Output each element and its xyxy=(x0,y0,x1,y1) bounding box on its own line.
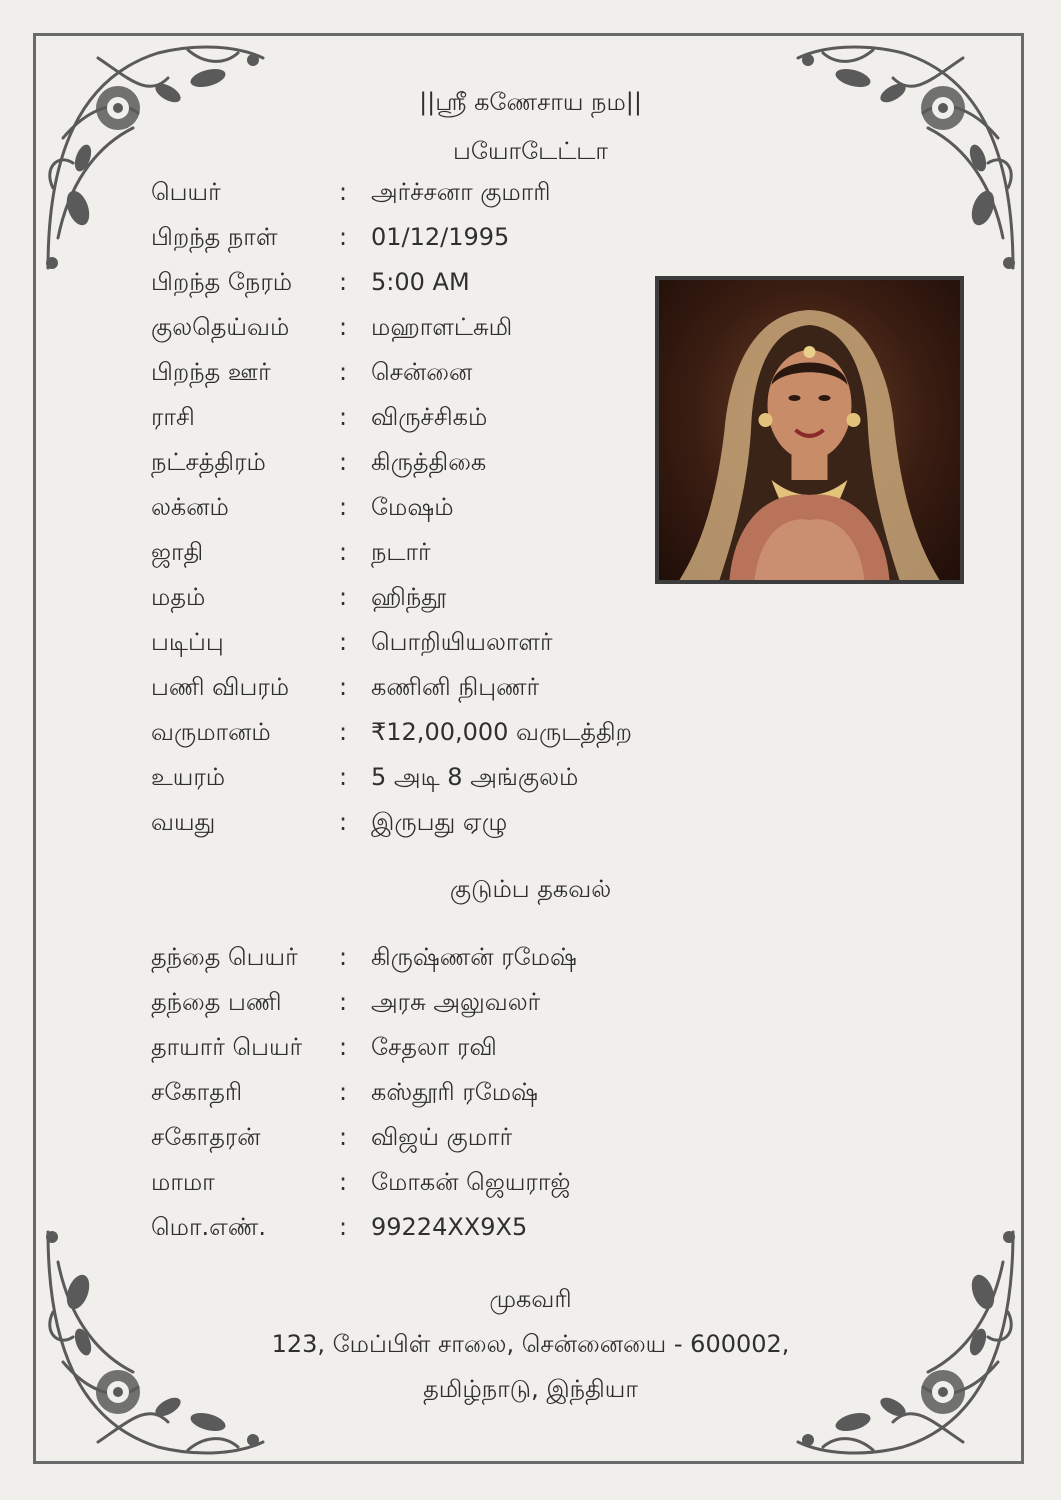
family-row xyxy=(151,1025,691,1070)
family-value: விஜய் குமார் xyxy=(371,1123,513,1151)
family-value: 99224XX9X5 xyxy=(371,1213,528,1241)
family-label: சகோதரன் xyxy=(151,1123,261,1151)
detail-label: லக்னம் xyxy=(151,493,229,521)
detail-row xyxy=(151,710,691,755)
family-label: மொ.எண். xyxy=(151,1213,267,1241)
detail-value: நடார் xyxy=(371,538,431,566)
detail-colon: : xyxy=(339,673,348,701)
detail-value: சென்னை xyxy=(371,358,473,386)
address-heading: முகவரி xyxy=(489,1285,572,1313)
detail-row xyxy=(151,350,691,395)
detail-value: 5:00 AM xyxy=(371,268,470,296)
detail-label: படிப்பு xyxy=(151,628,224,656)
detail-label: பணி விபரம் xyxy=(151,673,290,701)
detail-row xyxy=(151,800,691,845)
detail-label: வயது xyxy=(151,808,216,836)
invocation-heading: ||ஸ்ரீ கணேசாய நம|| xyxy=(419,88,642,116)
family-label: தந்தை பெயர் xyxy=(151,943,298,971)
detail-label: பிறந்த ஊர் xyxy=(151,358,271,386)
detail-value: ஹிந்தூ xyxy=(371,583,447,611)
detail-label: பெயர் xyxy=(151,178,221,206)
family-details xyxy=(151,935,691,1250)
document-title: பயோடேட்டா xyxy=(453,137,608,165)
family-label: சகோதரி xyxy=(151,1078,243,1106)
detail-value: இருபது ஏழு xyxy=(371,808,508,836)
family-value: அரசு அலுவலர் xyxy=(371,988,541,1016)
detail-label: பிறந்த நாள் xyxy=(151,223,278,251)
detail-label: நட்சத்திரம் xyxy=(151,448,266,476)
family-value: மோகன் ஜெயராஜ் xyxy=(371,1168,571,1196)
family-colon: : xyxy=(339,943,348,971)
family-value: கஸ்தூரி ரமேஷ் xyxy=(371,1078,538,1106)
family-row xyxy=(151,980,691,1025)
detail-row xyxy=(151,260,691,305)
detail-row xyxy=(151,665,691,710)
family-row xyxy=(151,1160,691,1205)
family-colon: : xyxy=(339,988,348,1016)
detail-row xyxy=(151,440,691,485)
family-colon: : xyxy=(339,1168,348,1196)
detail-row xyxy=(151,485,691,530)
family-row xyxy=(151,1070,691,1115)
detail-colon: : xyxy=(339,268,348,296)
detail-value: மஹாளட்சுமி xyxy=(371,313,513,341)
detail-colon: : xyxy=(339,808,348,836)
detail-row xyxy=(151,530,691,575)
personal-details xyxy=(151,170,691,845)
detail-value: பொறியியலாளர் xyxy=(371,628,553,656)
detail-row xyxy=(151,395,691,440)
detail-colon: : xyxy=(339,538,348,566)
detail-label: உயரம் xyxy=(151,763,226,791)
detail-value: மேஷம் xyxy=(371,493,454,521)
detail-value: ₹12,00,000 வருடத்திற xyxy=(371,718,632,746)
detail-colon: : xyxy=(339,223,348,251)
detail-row xyxy=(151,575,691,620)
family-section-heading: குடும்ப தகவல் xyxy=(449,875,612,903)
detail-colon: : xyxy=(339,763,348,791)
family-label: தாயார் பெயர் xyxy=(151,1033,303,1061)
family-value: சேதலா ரவி xyxy=(371,1033,497,1061)
family-colon: : xyxy=(339,1123,348,1151)
detail-value: கிருத்திகை xyxy=(371,448,487,476)
detail-row xyxy=(151,620,691,665)
detail-colon: : xyxy=(339,493,348,521)
profile-photo xyxy=(655,276,964,584)
address-line-2: தமிழ்நாடு, இந்தியா xyxy=(423,1375,638,1403)
detail-row xyxy=(151,170,691,215)
detail-row xyxy=(151,215,691,260)
family-row xyxy=(151,935,691,980)
detail-label: வருமானம் xyxy=(151,718,271,746)
detail-colon: : xyxy=(339,628,348,656)
detail-row xyxy=(151,755,691,800)
family-colon: : xyxy=(339,1033,348,1061)
detail-label: மதம் xyxy=(151,583,206,611)
family-row xyxy=(151,1205,691,1250)
family-row xyxy=(151,1115,691,1160)
detail-colon: : xyxy=(339,178,348,206)
family-colon: : xyxy=(339,1078,348,1106)
family-label: தந்தை பணி xyxy=(151,988,282,1016)
detail-label: குலதெய்வம் xyxy=(151,313,290,341)
detail-value: 01/12/1995 xyxy=(371,223,510,251)
detail-value: அர்ச்சனா குமாரி xyxy=(371,178,551,206)
detail-colon: : xyxy=(339,718,348,746)
detail-label: ஜாதி xyxy=(151,538,204,566)
detail-colon: : xyxy=(339,583,348,611)
detail-row xyxy=(151,305,691,350)
family-colon: : xyxy=(339,1213,348,1241)
detail-colon: : xyxy=(339,313,348,341)
detail-colon: : xyxy=(339,403,348,431)
address-line-1: 123, மேப்பிள் சாலை, சென்னையை - 600002, xyxy=(271,1330,790,1358)
detail-colon: : xyxy=(339,358,348,386)
bride-portrait-icon xyxy=(659,280,960,580)
detail-colon: : xyxy=(339,448,348,476)
family-value: கிருஷ்ணன் ரமேஷ் xyxy=(371,943,577,971)
family-label: மாமா xyxy=(151,1168,215,1196)
detail-value: 5 அடி 8 அங்குலம் xyxy=(371,763,579,791)
detail-label: பிறந்த நேரம் xyxy=(151,268,293,296)
detail-label: ராசி xyxy=(151,403,195,431)
detail-value: விருச்சிகம் xyxy=(371,403,488,431)
detail-value: கணினி நிபுணர் xyxy=(371,673,540,701)
